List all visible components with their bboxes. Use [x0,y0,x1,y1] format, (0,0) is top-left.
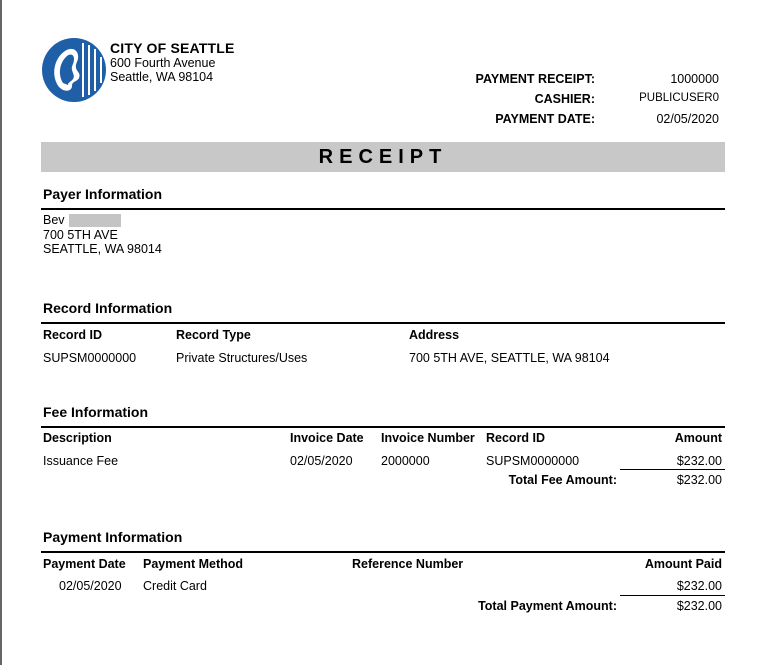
fee-subtotal-rule [620,469,725,470]
payment-section-title: Payment Information [43,529,183,545]
payment-receipt-label: PAYMENT RECEIPT: [475,72,595,86]
payer-address-line2: SEATTLE, WA 98014 [43,242,162,256]
record-type-value: Private Structures/Uses [176,351,308,365]
payment-subtotal-rule [620,595,725,596]
record-id-header: Record ID [43,328,103,342]
amount-paid-header: Amount Paid [644,557,722,571]
receipt-banner [41,142,725,172]
payment-date-header: Payment Date [43,557,126,571]
fee-section-title: Fee Information [43,404,149,420]
reference-number-header: Reference Number [352,557,464,571]
payment-date-value: 02/05/2020 [656,112,719,126]
fee-invoice-number-header: Invoice Number [381,431,475,445]
record-id-value: SUPSM0000000 [43,351,137,365]
payer-address-line1: 700 5TH AVE [43,228,118,242]
city-seal-logo [41,37,107,103]
payer-name: Bev [43,213,65,227]
payment-divider [41,551,725,553]
fee-invoice-date-value: 02/05/2020 [290,454,353,468]
payment-total-label: Total Payment Amount: [478,599,617,613]
receipt-title: RECEIPT [318,146,448,168]
fee-total-value: $232.00 [676,473,722,487]
fee-record-id-value: SUPSM0000000 [486,454,580,468]
org-address-line1: 600 Fourth Avenue [110,56,216,70]
fee-amount-header: Amount [674,431,722,445]
payment-receipt-value: 1000000 [670,72,719,86]
payment-method-header: Payment Method [143,557,244,571]
payer-section-title: Payer Information [43,186,163,202]
fee-total-label: Total Fee Amount: [508,473,617,487]
fee-description-header: Description [43,431,112,445]
fee-description-value: Issuance Fee [43,454,119,468]
payment-method-value: Credit Card [143,579,207,593]
redaction-box [69,214,121,227]
page-edge [0,0,2,665]
amount-paid-value: $232.00 [676,579,722,593]
fee-invoice-number-value: 2000000 [381,454,430,468]
cashier-label: CASHIER: [534,92,595,106]
record-section-title: Record Information [43,300,173,316]
payment-date-value: 02/05/2020 [59,579,122,593]
record-divider [41,322,725,324]
fee-divider [41,426,725,428]
org-name: CITY OF SEATTLE [110,40,235,56]
fee-amount-value: $232.00 [676,454,722,468]
cashier-value: PUBLICUSER0 [639,92,719,104]
record-address-header: Address [409,328,460,342]
record-type-header: Record Type [176,328,251,342]
payment-total-value: $232.00 [676,599,722,613]
payer-divider [41,208,725,210]
fee-record-id-header: Record ID [486,431,546,445]
org-address-line2: Seattle, WA 98104 [110,70,214,84]
fee-invoice-date-header: Invoice Date [290,431,364,445]
record-address-value: 700 5TH AVE, SEATTLE, WA 98104 [409,351,610,365]
payment-date-label: PAYMENT DATE: [495,112,595,126]
